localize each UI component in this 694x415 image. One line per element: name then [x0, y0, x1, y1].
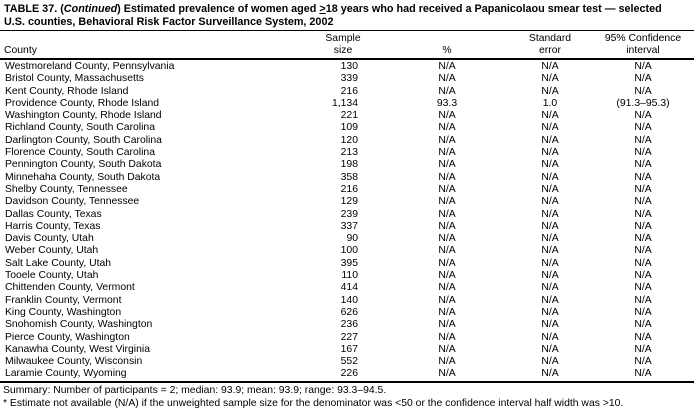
col-header-standard-error — [508, 31, 592, 59]
county-cell: Tooele County, Utah — [5, 270, 99, 282]
confidence-interval-cell: N/A — [634, 220, 652, 232]
standard-error-cell: N/A — [541, 294, 559, 306]
title-segment-continued: Continued — [63, 3, 118, 15]
standard-error-cell: N/A — [541, 233, 559, 245]
county-cell: Darlington County, South Carolina — [5, 134, 162, 146]
county-cell: Laramie County, Wyoming — [0, 368, 300, 381]
standard-error-cell: N/A — [541, 110, 559, 122]
footnote-text: * Estimate not available (N/A) if the unweighted sample size for the denominator was <50 or the confidence interval half width was >10. — [3, 397, 624, 409]
county-cell: Franklin County, Vermont — [5, 294, 122, 306]
county-cell: Milwaukee County, Wisconsin — [5, 356, 143, 368]
title-segment: 18 years who had received a Papanicolaou smear test — selected — [325, 3, 662, 15]
sample-size-cell: 226 — [300, 368, 386, 381]
table-row — [0, 73, 694, 85]
confidence-interval-cell: N/A — [634, 196, 652, 208]
county-cell: Florence County, South Carolina — [5, 147, 155, 159]
county-cell: Weber County, Utah — [5, 245, 99, 257]
percent-cell: N/A — [386, 368, 508, 381]
percent-cell: N/A — [438, 343, 456, 355]
confidence-interval-cell: N/A — [634, 270, 652, 282]
county-cell: Minnehaha County, South Dakota — [5, 171, 161, 183]
confidence-interval-cell: N/A — [592, 368, 694, 381]
standard-error-cell: N/A — [541, 245, 559, 257]
county-cell: Pennington County, South Dakota — [5, 159, 162, 171]
percent-cell: N/A — [438, 282, 456, 294]
sample-size-cell: 90 — [346, 233, 358, 245]
table-row — [0, 147, 694, 159]
county-cell: Kanawha County, West Virginia — [5, 343, 150, 355]
sample-size-cell: 100 — [340, 245, 358, 257]
confidence-interval-cell: N/A — [634, 343, 652, 355]
col-header-percent — [386, 31, 508, 59]
prevalence-table — [0, 31, 694, 383]
table-row — [0, 332, 694, 344]
sample-size-cell: 216 — [340, 183, 358, 195]
confidence-interval-cell: N/A — [634, 208, 652, 220]
percent-cell: 93.3 — [436, 97, 458, 109]
table-row — [0, 307, 694, 319]
standard-error-cell: N/A — [541, 208, 559, 220]
sample-size-cell: 339 — [340, 73, 358, 85]
standard-error-cell: N/A — [541, 134, 559, 146]
table-row — [0, 122, 694, 134]
table-row — [0, 196, 694, 208]
table-row — [0, 86, 694, 98]
standard-error-cell: N/A — [541, 159, 559, 171]
table-row — [0, 356, 694, 368]
county-cell: Pierce County, Washington — [5, 331, 130, 343]
table-row — [0, 135, 694, 147]
confidence-interval-cell: N/A — [634, 233, 652, 245]
table-row — [0, 221, 694, 233]
standard-error-cell: N/A — [541, 122, 559, 134]
table-header — [0, 31, 694, 59]
standard-error-cell: N/A — [541, 331, 559, 343]
sample-size-cell: 626 — [340, 306, 358, 318]
standard-error-cell: 1.0 — [542, 97, 558, 109]
table-row — [0, 270, 694, 282]
table-row — [0, 98, 694, 110]
standard-error-cell: N/A — [508, 368, 592, 381]
standard-error-cell: N/A — [541, 356, 559, 368]
table-row — [0, 245, 694, 257]
title-segment: ) Estimated prevalence of women aged — [117, 3, 320, 15]
table-row — [0, 344, 694, 356]
sample-size-cell: 414 — [340, 282, 358, 294]
county-cell: Snohomish County, Washington — [5, 319, 153, 331]
confidence-interval-cell: N/A — [634, 171, 652, 183]
sample-size-cell: 110 — [341, 270, 358, 282]
percent-cell: N/A — [438, 196, 456, 208]
standard-error-cell: N/A — [541, 282, 559, 294]
col-header-ci-line1: 95% Confidence — [604, 33, 682, 44]
percent-cell: N/A — [438, 73, 456, 85]
col-header-confidence-interval — [592, 31, 694, 59]
col-header-sample-line2: size — [333, 44, 353, 56]
sample-size-cell: 120 — [340, 134, 358, 146]
standard-error-cell: N/A — [541, 61, 559, 72]
percent-cell: N/A — [438, 134, 456, 146]
sample-size-cell: 216 — [340, 85, 358, 97]
standard-error-cell: N/A — [541, 73, 559, 85]
sample-size-cell: 395 — [340, 257, 358, 269]
col-header-percent-label: % — [442, 44, 452, 56]
sample-size-cell: 236 — [340, 319, 358, 331]
sample-size-cell: 358 — [340, 171, 358, 183]
county-cell: Providence County, Rhode Island — [5, 97, 160, 109]
sample-size-cell: 1,134 — [331, 97, 358, 109]
confidence-interval-cell: N/A — [634, 331, 652, 343]
percent-cell: N/A — [438, 245, 456, 257]
county-cell: Harris County, Texas — [5, 220, 101, 232]
percent-cell: N/A — [438, 270, 456, 282]
percent-cell: N/A — [438, 208, 456, 220]
confidence-interval-cell: N/A — [634, 159, 652, 171]
confidence-interval-cell: N/A — [634, 147, 652, 159]
standard-error-cell: N/A — [541, 171, 559, 183]
percent-cell: N/A — [438, 306, 456, 318]
county-cell: Bristol County, Massachusetts — [5, 73, 144, 85]
sample-size-cell: 337 — [340, 220, 358, 232]
table-row — [0, 209, 694, 221]
standard-error-cell: N/A — [541, 306, 559, 318]
percent-cell: N/A — [438, 110, 456, 122]
table-row — [0, 110, 694, 122]
sample-size-cell: 552 — [340, 356, 358, 368]
col-header-sample-line1: Sample — [325, 33, 361, 44]
confidence-interval-cell: N/A — [634, 85, 652, 97]
confidence-interval-cell: N/A — [634, 306, 652, 318]
sample-size-cell: 221 — [340, 110, 358, 122]
sample-size-cell: 167 — [340, 343, 358, 355]
table-row — [0, 368, 694, 381]
confidence-interval-cell: N/A — [634, 134, 652, 146]
standard-error-cell: N/A — [541, 196, 559, 208]
col-header-sample-size — [300, 31, 386, 59]
county-cell: Shelby County, Tennessee — [5, 183, 128, 195]
county-cell: Dallas County, Texas — [5, 208, 102, 220]
county-cell: Washington County, Rhode Island — [5, 110, 162, 122]
percent-cell: N/A — [438, 257, 456, 269]
county-cell: Davis County, Utah — [5, 233, 94, 245]
percent-cell: N/A — [438, 85, 456, 97]
col-header-county — [0, 31, 300, 59]
confidence-interval-cell: N/A — [634, 73, 652, 85]
confidence-interval-cell: N/A — [634, 183, 652, 195]
confidence-interval-cell: N/A — [634, 294, 652, 306]
percent-cell: N/A — [438, 122, 456, 134]
standard-error-cell: N/A — [541, 270, 559, 282]
county-cell: King County, Washington — [5, 306, 122, 318]
sample-size-cell: 109 — [340, 122, 358, 134]
standard-error-cell: N/A — [541, 343, 559, 355]
sample-size-cell: 140 — [340, 294, 358, 306]
table-row — [0, 172, 694, 184]
table-title-line1 — [4, 3, 692, 16]
table-row — [0, 59, 694, 73]
col-header-county-label: County — [4, 44, 37, 56]
confidence-interval-cell: N/A — [634, 61, 652, 72]
sample-size-cell: 198 — [340, 159, 358, 171]
confidence-interval-cell: N/A — [634, 356, 652, 368]
county-cell: Richland County, South Carolina — [5, 122, 155, 134]
table-row — [0, 282, 694, 294]
percent-cell: N/A — [438, 356, 456, 368]
standard-error-cell: N/A — [541, 257, 559, 269]
percent-cell: N/A — [438, 331, 456, 343]
percent-cell: N/A — [438, 220, 456, 232]
percent-cell: N/A — [438, 319, 456, 331]
sample-size-cell: 239 — [340, 208, 358, 220]
percent-cell: N/A — [438, 159, 456, 171]
standard-error-cell: N/A — [541, 85, 559, 97]
confidence-interval-cell: N/A — [634, 257, 652, 269]
confidence-interval-cell: N/A — [634, 110, 652, 122]
percent-cell: N/A — [438, 183, 456, 195]
summary-text: Summary: Number of participants = 2; median: 93.9; mean: 93.9; range: 93.3–94.5. — [3, 384, 387, 396]
county-cell: Davidson County, Tennessee — [5, 196, 140, 208]
col-header-se-line2: error — [539, 44, 561, 56]
table-body — [0, 59, 694, 382]
sample-size-cell: 227 — [340, 331, 358, 343]
standard-error-cell: N/A — [541, 183, 559, 195]
table-row — [0, 258, 694, 270]
percent-cell: N/A — [438, 294, 456, 306]
county-cell: Salt Lake County, Utah — [5, 257, 112, 269]
standard-error-cell: N/A — [541, 147, 559, 159]
table-row — [0, 184, 694, 196]
col-header-ci-line2: interval — [626, 44, 660, 56]
confidence-interval-cell: N/A — [634, 282, 652, 294]
header-row — [0, 31, 694, 59]
table-title-line2: U.S. counties, Behavioral Risk Factor Surveillance System, 2002 — [4, 15, 334, 28]
percent-cell: N/A — [438, 171, 456, 183]
standard-error-cell: N/A — [541, 319, 559, 331]
county-cell: Chittenden County, Vermont — [5, 282, 135, 294]
county-cell: Kent County, Rhode Island — [5, 85, 129, 97]
sample-size-cell: 213 — [340, 147, 358, 159]
standard-error-cell: N/A — [541, 220, 559, 232]
title-segment-gte-symbol: > — [319, 3, 326, 15]
table-title — [0, 0, 694, 31]
sample-size-cell: 129 — [340, 196, 358, 208]
percent-cell: N/A — [438, 233, 456, 245]
table-row — [0, 295, 694, 307]
col-header-se-line1: Standard — [528, 33, 572, 44]
percent-cell: N/A — [438, 147, 456, 159]
title-segment: TABLE 37. ( — [4, 3, 64, 15]
confidence-interval-cell: N/A — [634, 319, 652, 331]
confidence-interval-cell: N/A — [634, 122, 652, 134]
sample-size-cell: 130 — [340, 61, 358, 72]
percent-cell: N/A — [438, 61, 456, 72]
table-row — [0, 233, 694, 245]
county-cell: Westmoreland County, Pennsylvania — [5, 61, 175, 72]
table-row — [0, 159, 694, 171]
confidence-interval-cell: (91.3–95.3) — [616, 97, 670, 109]
table-row — [0, 319, 694, 331]
confidence-interval-cell: N/A — [634, 245, 652, 257]
